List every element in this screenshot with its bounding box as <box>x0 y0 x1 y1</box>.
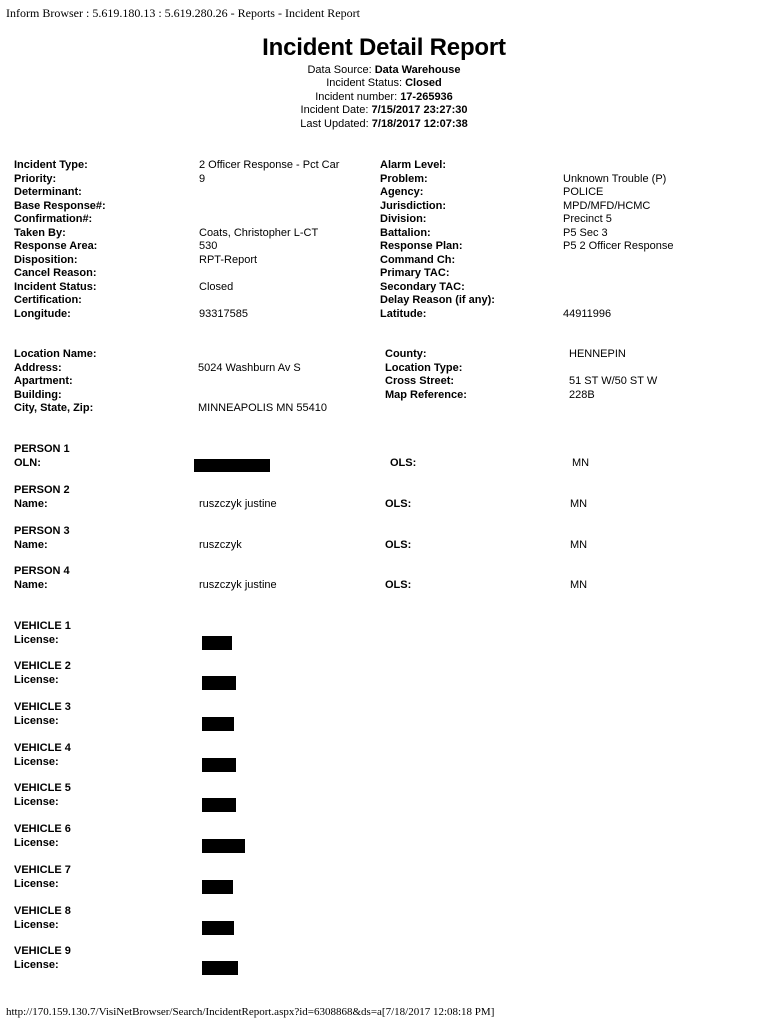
vehicle-heading: VEHICLE 6 <box>14 823 71 835</box>
field-label: County: <box>385 348 427 360</box>
person-heading: PERSON 2 <box>14 484 70 496</box>
redaction-box <box>202 961 238 975</box>
redaction-box <box>202 839 245 853</box>
field-label: Determinant: <box>14 186 82 198</box>
field-value: ruszczyk justine <box>199 498 277 510</box>
ols-value: MN <box>570 539 588 551</box>
field-value: ruszczyk justine <box>199 579 277 591</box>
license-label: License: <box>14 634 59 646</box>
license-label: License: <box>14 796 59 808</box>
field-label: Name: <box>14 539 48 551</box>
field-label: Name: <box>14 579 48 591</box>
vehicle-heading: VEHICLE 4 <box>14 742 71 754</box>
field-label: Primary TAC: <box>380 267 450 279</box>
field-label: Certification: <box>14 294 82 306</box>
field-value: P5 Sec 3 <box>563 226 608 239</box>
field-value: 44911996 <box>563 307 612 320</box>
license-label: License: <box>14 674 59 686</box>
field-label: City, State, Zip: <box>14 402 94 414</box>
ols-label: OLS: <box>385 539 412 551</box>
field-label: Disposition: <box>14 253 78 266</box>
license-label: License: <box>14 837 59 849</box>
field-value: 2 Officer Response - Pct Car <box>199 159 340 171</box>
field-value: 51 ST W/50 ST W <box>569 375 658 387</box>
field-label: Map Reference: <box>385 388 467 401</box>
field-value: P5 2 Officer Response <box>563 240 674 252</box>
field-label: Incident Status: <box>14 280 97 293</box>
field-label: Name: <box>14 498 48 510</box>
person-heading: PERSON 4 <box>14 565 70 577</box>
report-metadata <box>0 64 768 131</box>
redaction-box <box>202 717 234 731</box>
vehicle-heading: VEHICLE 1 <box>14 620 71 632</box>
field-label: Delay Reason (if any): <box>380 294 495 306</box>
ols-value: MN <box>570 579 588 591</box>
field-value: 9 <box>199 172 206 185</box>
field-value: Precinct 5 <box>563 213 612 225</box>
field-label: Longitude: <box>14 307 71 320</box>
field-label: Address: <box>14 361 62 374</box>
redaction-box <box>202 798 236 812</box>
field-label: Priority: <box>14 172 57 185</box>
license-label: License: <box>14 959 59 971</box>
field-label: Location Type: <box>385 361 463 374</box>
person-heading: PERSON 3 <box>14 525 70 537</box>
person-heading: PERSON 1 <box>14 443 70 455</box>
license-label: License: <box>14 919 59 931</box>
field-label: Cancel Reason: <box>14 267 97 279</box>
field-value: HENNEPIN <box>569 348 626 360</box>
ols-value: MN <box>570 498 588 510</box>
vehicle-heading: VEHICLE 8 <box>14 905 71 917</box>
field-label: Problem: <box>380 172 428 185</box>
redaction-box <box>202 636 232 650</box>
field-value: RPT-Report <box>199 253 258 266</box>
meta-incident-number: Incident number: 17-265936 <box>315 90 453 103</box>
field-label: Division: <box>380 213 427 225</box>
vehicle-heading: VEHICLE 9 <box>14 945 71 957</box>
vehicle-heading: VEHICLE 3 <box>14 701 71 713</box>
report-title: Incident Detail Report <box>262 34 506 61</box>
license-label: License: <box>14 715 59 727</box>
field-value: 228B <box>569 388 595 401</box>
ols-label: OLS: <box>390 457 417 469</box>
meta-data-source: Data Source: Data Warehouse <box>307 64 461 76</box>
field-label: Incident Type: <box>14 159 88 171</box>
footer-url: http://170.159.130.7/VisiNetBrowser/Search/IncidentReport.aspx?id=6308868&ds=a[7/18/2017 12:08:18 PM] <box>6 1006 495 1018</box>
field-value: 5024 Washburn Av S <box>198 361 301 374</box>
field-label: Alarm Level: <box>380 159 447 171</box>
redaction-box <box>202 676 236 690</box>
meta-last-updated: Last Updated: 7/18/2017 12:07:38 <box>300 117 468 130</box>
field-label: Base Response#: <box>14 199 106 212</box>
field-label: Taken By: <box>14 226 66 239</box>
field-value: POLICE <box>563 186 604 198</box>
meta-incident-date: Incident Date: 7/15/2017 23:27:30 <box>300 104 468 117</box>
vehicle-heading: VEHICLE 2 <box>14 660 71 672</box>
field-label: Battalion: <box>380 226 431 239</box>
field-value: 93317585 <box>199 307 248 320</box>
field-label: OLN: <box>14 457 41 469</box>
field-label: Confirmation#: <box>14 213 93 225</box>
redaction-box <box>202 758 236 772</box>
field-value: MPD/MFD/HCMC <box>563 199 651 212</box>
ols-label: OLS: <box>385 498 412 510</box>
field-label: Response Plan: <box>380 240 463 252</box>
field-label: Building: <box>14 388 62 401</box>
field-value: Unknown Trouble (P) <box>563 172 667 185</box>
meta-incident-status: Incident Status: Closed <box>326 77 442 90</box>
field-label: Cross Street: <box>385 375 455 387</box>
license-label: License: <box>14 756 59 768</box>
vehicle-heading: VEHICLE 5 <box>14 782 71 794</box>
field-label: Apartment: <box>14 375 73 387</box>
field-label: Location Name: <box>14 348 97 360</box>
field-label: Response Area: <box>14 240 98 252</box>
field-label: Secondary TAC: <box>380 280 465 293</box>
field-label: Agency: <box>380 186 424 198</box>
field-label: Latitude: <box>380 307 427 320</box>
field-label: Jurisdiction: <box>380 199 447 212</box>
redaction-box <box>194 459 270 472</box>
vehicle-heading: VEHICLE 7 <box>14 864 71 876</box>
field-value: Coats, Christopher L-CT <box>199 226 319 239</box>
field-value: ruszczyk <box>199 539 242 551</box>
redaction-box <box>202 921 234 935</box>
field-value: Closed <box>199 280 234 293</box>
browser-title: Inform Browser : 5.619.180.13 : 5.619.280.26 - Reports - Incident Report <box>6 6 360 20</box>
redaction-box <box>202 880 233 894</box>
field-value: MINNEAPOLIS MN 55410 <box>198 402 327 414</box>
ols-value: MN <box>572 457 590 469</box>
ols-label: OLS: <box>385 579 412 591</box>
field-label: Command Ch: <box>380 253 456 266</box>
license-label: License: <box>14 878 59 890</box>
field-value: 530 <box>199 240 218 252</box>
